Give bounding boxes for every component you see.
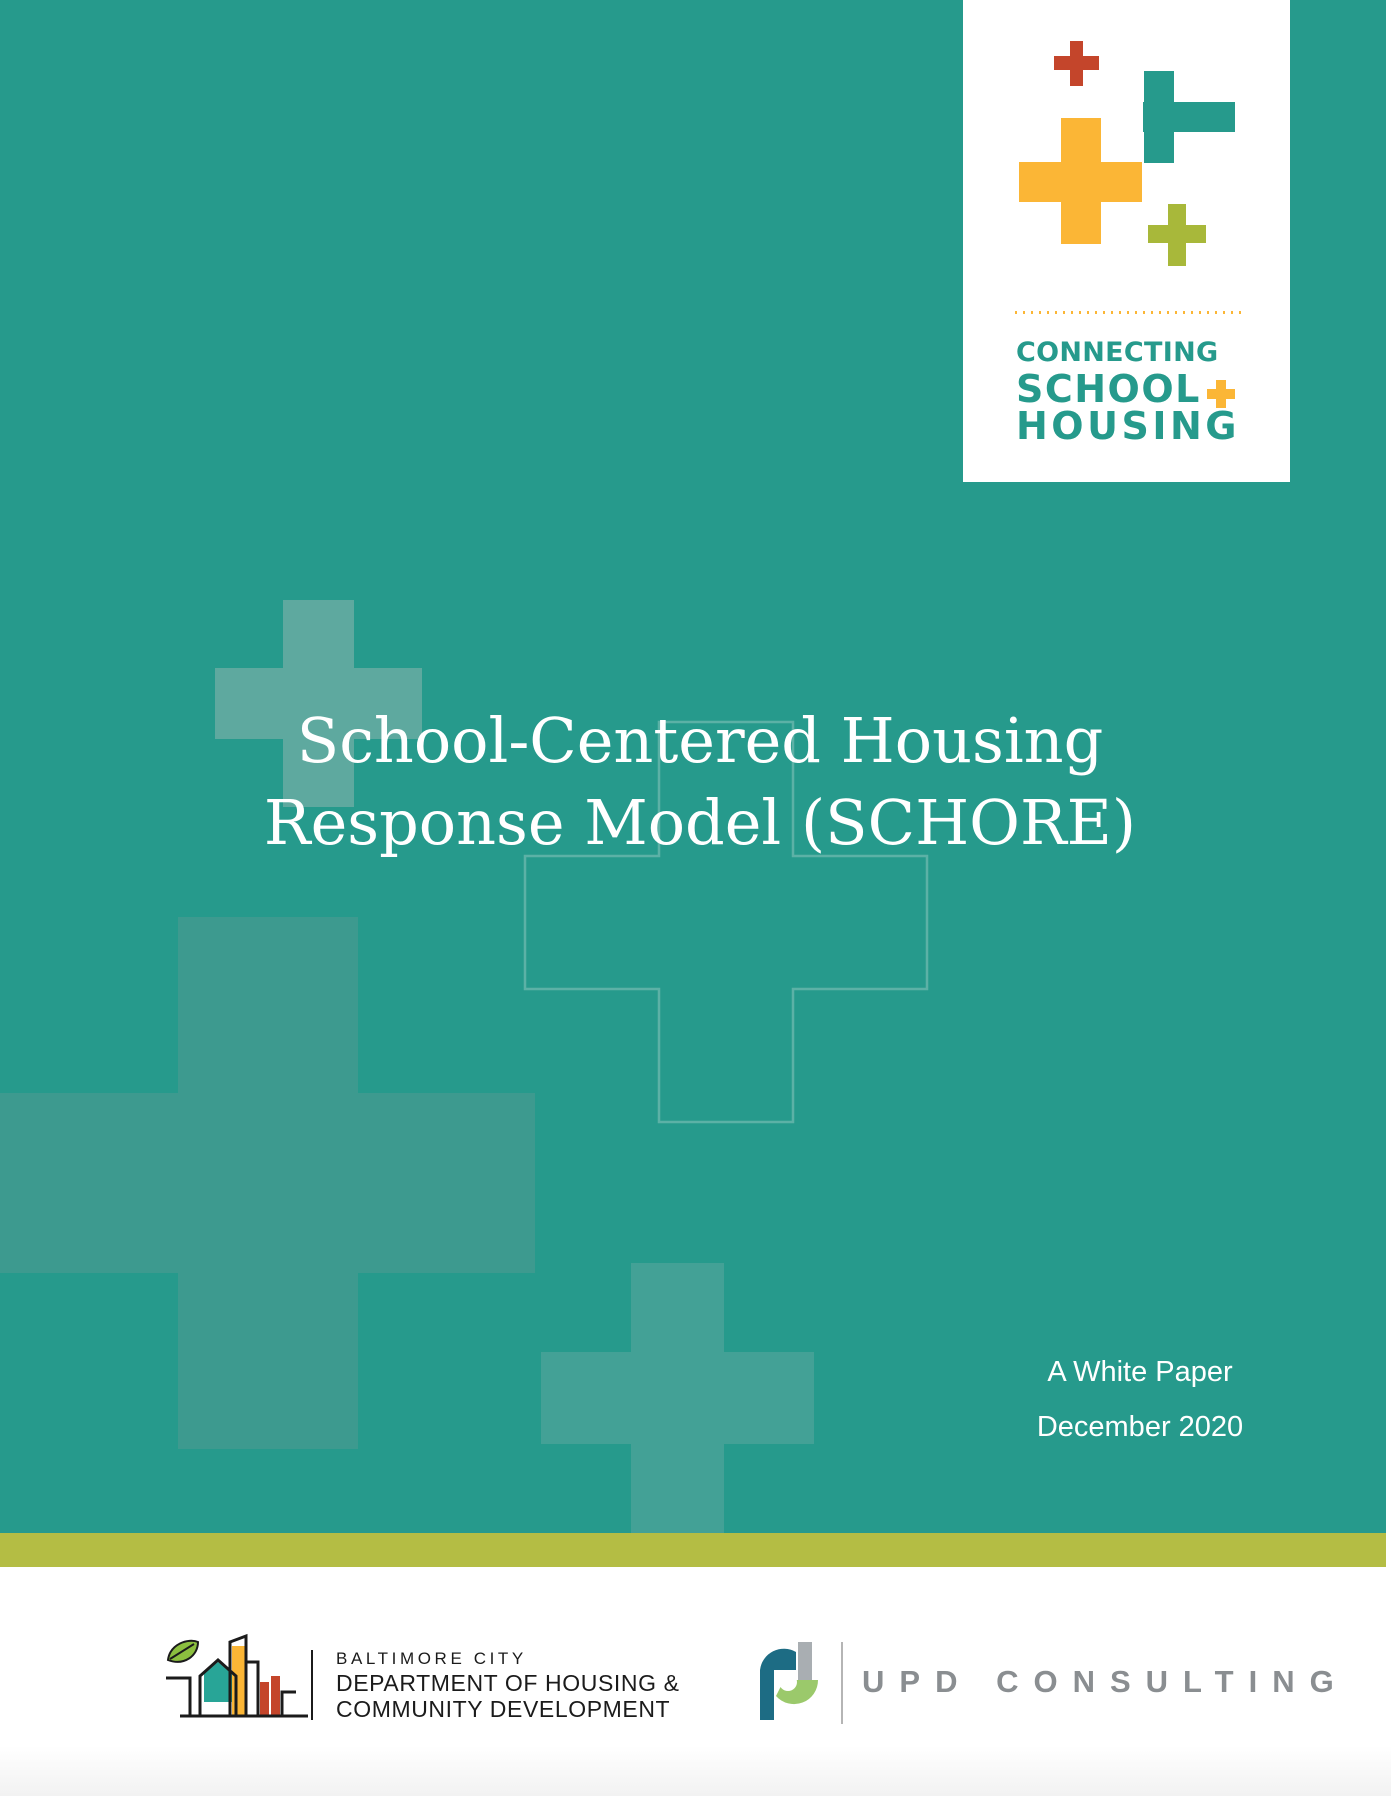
olive-plus-icon (1148, 204, 1206, 266)
hcd-name (336, 1648, 680, 1722)
yellow-plus-icon (1019, 118, 1142, 244)
program-logo-crosses (963, 0, 1290, 300)
page-edge (1386, 0, 1391, 1796)
teal-plus-icon (1143, 71, 1235, 163)
upd-logo-icon (756, 1640, 822, 1722)
green-stripe (0, 1533, 1386, 1567)
upd-divider (841, 1642, 843, 1724)
red-plus-icon (1054, 41, 1099, 86)
hcd-divider (311, 1650, 313, 1720)
hcd-line-3: COMMUNITY DEVELOPMENT (336, 1696, 671, 1722)
hcd-line-2: DEPARTMENT OF HOUSING & (336, 1670, 680, 1696)
hcd-line-1: BALTIMORE CITY (336, 1649, 527, 1668)
logo-word-connecting: CONNECTING (1016, 337, 1219, 368)
document-title (250, 700, 1150, 864)
document-date: December 2020 (1036, 1411, 1244, 1443)
document-subtitle (960, 1345, 1320, 1455)
title-line-2: Response Model (SCHORE) (263, 786, 1137, 859)
logo-dotted-divider (1014, 311, 1242, 314)
logo-word-housing: HOUSING (1016, 404, 1240, 448)
upd-name: UPD CONSULTING (862, 1664, 1349, 1699)
hcd-logo-icon (160, 1632, 310, 1724)
logo-word-school: SCHOOL (1016, 367, 1201, 411)
document-type: A White Paper (1047, 1356, 1233, 1388)
title-line-1: School-Centered Housing (296, 704, 1104, 777)
